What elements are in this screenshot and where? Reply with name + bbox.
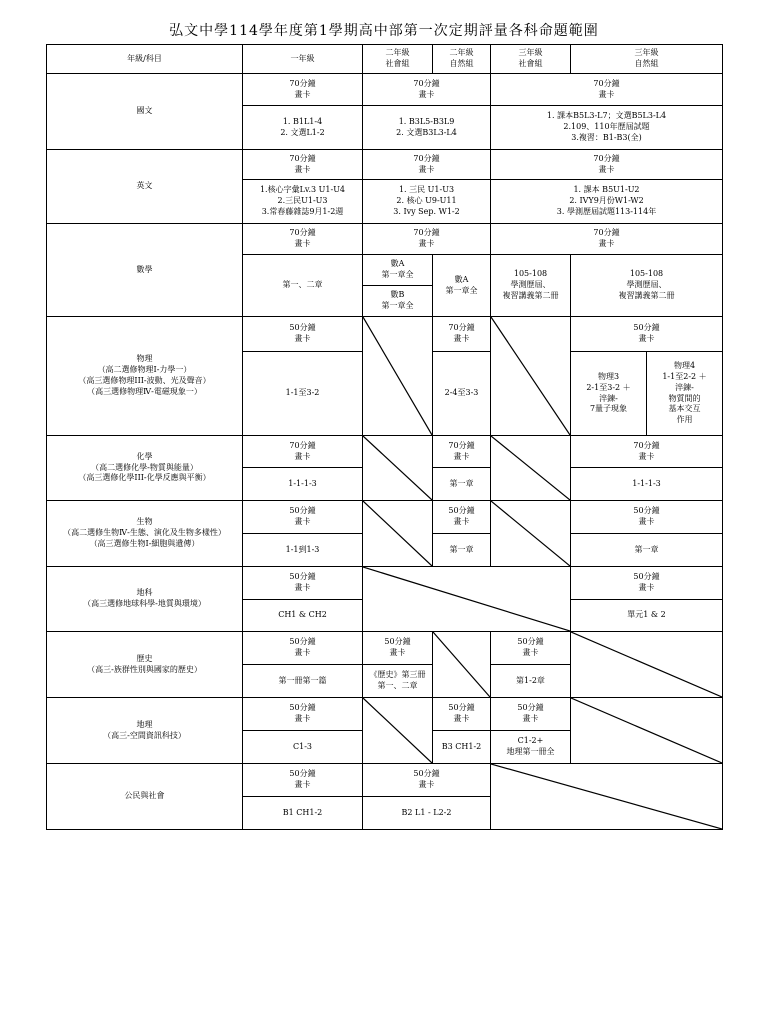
cell-line: 數A bbox=[454, 274, 469, 284]
cell-line: 第一章 bbox=[449, 544, 474, 554]
cell-line: 70分鐘 bbox=[593, 78, 620, 88]
cell-line: 畫卡 bbox=[294, 648, 311, 657]
cell-line: （高三選修物理Ⅳ-電磁現象一） bbox=[87, 386, 202, 396]
cell-line: 畫卡 bbox=[598, 89, 615, 99]
math-g3n-range bbox=[571, 255, 723, 317]
cell-line: 畫卡 bbox=[294, 239, 311, 248]
cell-line: 畫卡 bbox=[598, 239, 615, 248]
cell-line: 1. 課本B5L3-L7；文選B5L3-L4 bbox=[546, 111, 667, 121]
diagonal-line bbox=[363, 501, 432, 566]
geography-g1-range bbox=[243, 731, 363, 764]
cell-line: 學測歷屆、 bbox=[510, 280, 551, 290]
cell-line: 50分鐘 bbox=[633, 506, 660, 516]
biology-g2n-range bbox=[433, 534, 491, 567]
cell-line: 1-1-1-3 bbox=[288, 478, 317, 488]
header-grade2-social bbox=[363, 45, 433, 74]
english-g2-time bbox=[363, 150, 491, 180]
cell-line: 50分鐘 bbox=[289, 769, 316, 779]
geography-g2n-range bbox=[433, 731, 491, 764]
cell-line: 自然組 bbox=[449, 59, 474, 68]
cell-line: 作用 bbox=[676, 415, 693, 425]
english-g1-time bbox=[243, 150, 363, 180]
cell-line: 畫卡 bbox=[638, 583, 655, 592]
cell-line: 畫卡 bbox=[522, 714, 539, 723]
diagonal-line bbox=[363, 317, 432, 435]
header-row bbox=[47, 45, 723, 74]
chemistry-g3n-time bbox=[571, 436, 723, 468]
subject-biology bbox=[47, 501, 243, 567]
diagonal-line bbox=[363, 567, 570, 631]
chemistry-g2n-range bbox=[433, 468, 491, 501]
cell-line: 50分鐘 bbox=[413, 769, 440, 779]
cell-line: 社會組 bbox=[518, 59, 543, 68]
cell-line: 化學 bbox=[136, 451, 153, 461]
cell-line: 第一冊第一篇 bbox=[278, 675, 327, 685]
cell-line: 2-1至3-2 ＋ bbox=[586, 382, 631, 392]
subject-physics bbox=[47, 317, 243, 436]
history-g1-range bbox=[243, 665, 363, 698]
cell-line: 畫卡 bbox=[294, 583, 311, 592]
cell-line: 畫卡 bbox=[453, 451, 470, 461]
cell-line: 1. 課本 B5U1-U2 bbox=[573, 185, 640, 195]
cell-line: 社會組 bbox=[385, 59, 410, 68]
history-g3s-range bbox=[491, 665, 571, 698]
english-g1-range bbox=[243, 180, 363, 224]
exam-scope-table bbox=[46, 44, 723, 830]
cell-line: 畫卡 bbox=[522, 648, 539, 657]
cell-line: 畫卡 bbox=[453, 334, 470, 343]
civics-g2-range bbox=[363, 797, 491, 830]
earth-g3n-range bbox=[571, 600, 723, 632]
english-g3-range bbox=[491, 180, 723, 224]
geography-g2n-time bbox=[433, 698, 491, 731]
history-g3s-time bbox=[491, 632, 571, 665]
physics-g2n-range bbox=[433, 352, 491, 436]
physics-g2s-empty bbox=[363, 317, 433, 436]
cell-line: 二年級 bbox=[449, 48, 474, 58]
chemistry-g3s-empty bbox=[491, 436, 571, 501]
cell-line: 1. 三民 U1-U3 bbox=[398, 185, 455, 195]
cell-line: 70分鐘 bbox=[413, 153, 440, 163]
english-g3-time bbox=[491, 150, 723, 180]
physics-g1-range bbox=[243, 352, 363, 436]
header-grade3-social bbox=[491, 45, 571, 74]
cell-line: 數A bbox=[390, 259, 405, 269]
cell-line: 50分鐘 bbox=[289, 703, 316, 713]
cell-line: 50分鐘 bbox=[517, 637, 544, 647]
cell-line: 歷史 bbox=[136, 653, 153, 663]
cell-line: 1-1至3-2 bbox=[285, 388, 320, 398]
civics-g1-time bbox=[243, 764, 363, 797]
diagonal-line bbox=[491, 436, 570, 500]
cell-line: 物理 bbox=[136, 354, 153, 364]
cell-line: 畫卡 bbox=[453, 517, 470, 526]
cell-line: 畫卡 bbox=[638, 451, 655, 461]
cell-line: 淬鍊- bbox=[675, 382, 694, 392]
subject-earth-science bbox=[47, 567, 243, 632]
history-g2s-time bbox=[363, 632, 433, 665]
cell-line: 畫卡 bbox=[598, 164, 615, 174]
cell-line: 複習講義第二冊 bbox=[618, 290, 675, 300]
cell-line: 第一章 bbox=[634, 544, 659, 554]
cell-line: 1. B1L1-4 bbox=[282, 116, 323, 126]
cell-line: 2. 文選B3L3-L4 bbox=[396, 127, 457, 137]
cell-line: 2. IVY9月份W1-W2 bbox=[569, 196, 644, 206]
cell-line: 物理4 bbox=[673, 361, 696, 371]
chinese-g3-range bbox=[491, 106, 723, 150]
cell-line: 《歷史》第三冊 bbox=[369, 670, 426, 680]
chemistry-g3n-range bbox=[571, 468, 723, 501]
cell-line: 物質間的 bbox=[668, 393, 701, 403]
cell-line: 第一、二章 bbox=[377, 681, 418, 690]
geography-time-row bbox=[47, 698, 723, 731]
cell-line: 畫卡 bbox=[294, 164, 311, 174]
cell-line: C1-2+ bbox=[517, 736, 544, 746]
header-grade1: 一年級 bbox=[243, 45, 363, 74]
biology-g1-range bbox=[243, 534, 363, 567]
subject-math: 數學 bbox=[47, 224, 243, 317]
civics-g2-time bbox=[363, 764, 491, 797]
physics-time-row bbox=[47, 317, 723, 352]
physics-g3n-time bbox=[571, 317, 723, 352]
page-title: 弘文中學114學年度第1學期高中部第一次定期評量各科命題範圍 bbox=[169, 23, 599, 39]
english-g2-range bbox=[363, 180, 491, 224]
subject-history bbox=[47, 632, 243, 698]
history-g2n-empty bbox=[433, 632, 491, 698]
cell-line: 7量子現象 bbox=[589, 404, 628, 414]
chemistry-g1-range bbox=[243, 468, 363, 501]
subject-chinese: 國文 bbox=[47, 74, 243, 150]
biology-g3n-range bbox=[571, 534, 723, 567]
civics-g3-empty bbox=[491, 764, 723, 830]
diagonal-line bbox=[491, 764, 722, 829]
cell-line: 70分鐘 bbox=[593, 153, 620, 163]
math-g1-time bbox=[243, 224, 363, 255]
cell-line: 生物 bbox=[136, 517, 153, 527]
cell-line: 畫卡 bbox=[294, 334, 311, 343]
earth-g1-time bbox=[243, 567, 363, 600]
cell-line: （高三-空間資訊科技） bbox=[103, 730, 186, 740]
cell-line: 1. B3L5-B3L9 bbox=[398, 116, 455, 126]
cell-line: 50分鐘 bbox=[289, 637, 316, 647]
cell-line: （高二選修物理Ⅰ-力學一） bbox=[97, 365, 192, 375]
cell-line: 105-108 bbox=[513, 269, 548, 279]
cell-line: 畫卡 bbox=[638, 517, 655, 526]
chemistry-g1-time bbox=[243, 436, 363, 468]
physics-g3n-range-b bbox=[647, 352, 722, 435]
subject-civics: 公民與社會 bbox=[47, 764, 243, 830]
cell-line: 地理第一冊全 bbox=[506, 747, 555, 756]
cell-line: （高三選修化學III-化學反應與平衡） bbox=[78, 473, 211, 483]
header-grade2-science bbox=[433, 45, 491, 74]
cell-line: 70分鐘 bbox=[413, 78, 440, 88]
cell-line: 畫卡 bbox=[294, 517, 311, 526]
biology-g1-time bbox=[243, 501, 363, 534]
diagonal-line bbox=[363, 436, 432, 500]
cell-line: 自然組 bbox=[634, 59, 659, 68]
cell-line: 50分鐘 bbox=[448, 506, 475, 516]
geography-g2s-empty bbox=[363, 698, 433, 764]
diagonal-line bbox=[571, 632, 722, 697]
cell-line: 1.核心字彙Lv.3 U1-U4 bbox=[259, 185, 346, 195]
chinese-g3-time bbox=[491, 74, 723, 106]
cell-line: 地科 bbox=[136, 588, 153, 598]
chinese-g2-range bbox=[363, 106, 491, 150]
earth-g3n-time bbox=[571, 567, 723, 600]
history-g1-time bbox=[243, 632, 363, 665]
cell-line: 2.109、110年歷屆試題 bbox=[563, 122, 650, 132]
cell-line: B1 CH1-2 bbox=[282, 807, 323, 817]
cell-line: 70分鐘 bbox=[413, 228, 440, 238]
chinese-g1-time bbox=[243, 74, 363, 106]
geography-g3s-time bbox=[491, 698, 571, 731]
subject-english: 英文 bbox=[47, 150, 243, 224]
cell-line: 1-1到1-3 bbox=[285, 544, 320, 554]
cell-line: 物理3 bbox=[597, 371, 620, 381]
cell-line: 淬鍊- bbox=[599, 393, 618, 403]
history-time-row bbox=[47, 632, 723, 665]
cell-line: 二年級 bbox=[385, 48, 410, 58]
cell-line: 50分鐘 bbox=[633, 323, 660, 333]
cell-line: 70分鐘 bbox=[289, 440, 316, 450]
cell-line: 3. Ivy Sep. W1-2 bbox=[393, 206, 460, 216]
cell-line: 畫卡 bbox=[418, 780, 435, 789]
header-subject: 年級/科目 bbox=[47, 45, 243, 74]
cell-line: （高三選修地球科學-地質與環境） bbox=[83, 599, 206, 608]
cell-line: 第一章全 bbox=[381, 301, 414, 310]
cell-line: 畫卡 bbox=[294, 714, 311, 723]
cell-line: 畫卡 bbox=[638, 334, 655, 343]
history-g3n-empty bbox=[571, 632, 723, 698]
geography-g3n-empty bbox=[571, 698, 723, 764]
cell-line: （高二選修化學-物質與能量） bbox=[91, 462, 198, 472]
cell-line: 畫卡 bbox=[294, 780, 311, 789]
biology-g3n-time bbox=[571, 501, 723, 534]
civics-time-row bbox=[47, 764, 723, 797]
chinese-g1-range bbox=[243, 106, 363, 150]
cell-line: 第一、二章 bbox=[282, 280, 323, 290]
chinese-g2-time bbox=[363, 74, 491, 106]
english-time-row bbox=[47, 150, 723, 180]
biology-g2s-empty bbox=[363, 501, 433, 567]
cell-line: 地理 bbox=[136, 719, 153, 729]
cell-line: 第1-2章 bbox=[516, 675, 545, 685]
cell-line: 畫卡 bbox=[418, 89, 435, 99]
earth-time-row bbox=[47, 567, 723, 600]
cell-line: 70分鐘 bbox=[289, 228, 316, 238]
cell-line: 畫卡 bbox=[418, 239, 435, 248]
cell-line: 三年級 bbox=[518, 48, 543, 58]
cell-line: （高二選修生物Ⅳ-生態、演化及生物多樣性） bbox=[63, 528, 226, 538]
physics-g3n-range-a bbox=[571, 352, 647, 435]
math-g2n-a bbox=[433, 255, 491, 317]
cell-line: 50分鐘 bbox=[448, 703, 475, 713]
chemistry-time-row bbox=[47, 436, 723, 468]
cell-line: C1-3 bbox=[292, 741, 312, 751]
diagonal-line bbox=[363, 698, 432, 763]
cell-line: 複習講義第二冊 bbox=[502, 290, 559, 300]
cell-line: 畫卡 bbox=[418, 164, 435, 174]
diagonal-line bbox=[491, 501, 570, 566]
math-g2s-b bbox=[363, 286, 433, 317]
physics-g3n-range bbox=[571, 352, 723, 436]
earth-g1-range bbox=[243, 600, 363, 632]
diagonal-line bbox=[571, 698, 722, 763]
cell-line: 三年級 bbox=[634, 48, 659, 58]
cell-line: 3. 學測歷屆試題113-114年 bbox=[556, 206, 657, 216]
math-g2s-a bbox=[363, 255, 433, 286]
cell-line: 2-4至3-3 bbox=[444, 388, 479, 398]
math-g3-time bbox=[491, 224, 723, 255]
cell-line: 70分鐘 bbox=[289, 153, 316, 163]
math-g1-range bbox=[243, 255, 363, 317]
biology-g3s-empty bbox=[491, 501, 571, 567]
cell-line: 1-1至2-2 ＋ bbox=[662, 371, 707, 381]
cell-line: B3 CH1-2 bbox=[441, 741, 482, 751]
subject-chemistry bbox=[47, 436, 243, 501]
chemistry-g2n-time bbox=[433, 436, 491, 468]
biology-time-row bbox=[47, 501, 723, 534]
cell-line: 2. 核心 U9-U11 bbox=[396, 196, 457, 206]
earth-empty-span bbox=[363, 567, 571, 632]
geography-g1-time bbox=[243, 698, 363, 731]
cell-line: 70分鐘 bbox=[448, 440, 475, 450]
cell-line: 3.複習：B1-B3(全) bbox=[571, 132, 642, 142]
cell-line: 第一章全 bbox=[445, 285, 478, 295]
diagonal-line bbox=[433, 632, 490, 697]
cell-line: CH1 & CH2 bbox=[278, 610, 327, 620]
cell-line: 3.常春藤雜誌9月1-2週 bbox=[261, 206, 344, 216]
physics-g2n-time bbox=[433, 317, 491, 352]
math-time-row bbox=[47, 224, 723, 255]
civics-g1-range bbox=[243, 797, 363, 830]
cell-line: 2. 文選L1-2 bbox=[280, 127, 325, 137]
cell-line: （高三-族群性別與國家的歷史） bbox=[87, 664, 202, 674]
cell-line: B2 L1 - L2-2 bbox=[401, 807, 452, 817]
chinese-time-row bbox=[47, 74, 723, 106]
cell-line: 105-108 bbox=[629, 269, 664, 279]
cell-line: （高三選修生物Ⅰ-細胞與遺傳） bbox=[89, 538, 200, 548]
history-g2s-range bbox=[363, 665, 433, 698]
cell-line: 70分鐘 bbox=[593, 228, 620, 238]
physics-g1-time bbox=[243, 317, 363, 352]
cell-line: 50分鐘 bbox=[633, 572, 660, 582]
cell-line: 數B bbox=[390, 290, 405, 300]
cell-line: 50分鐘 bbox=[289, 506, 316, 516]
physics-g3s-empty bbox=[491, 317, 571, 436]
chemistry-g2s-empty bbox=[363, 436, 433, 501]
cell-line: 畫卡 bbox=[389, 648, 406, 657]
diagonal-line bbox=[491, 317, 570, 435]
cell-line: 第一章全 bbox=[381, 270, 414, 279]
cell-line: 1-1-1-3 bbox=[632, 478, 661, 488]
cell-line: （高三選修物理III-波動、光及聲音） bbox=[78, 376, 211, 385]
math-g3s-range bbox=[491, 255, 571, 317]
cell-line: 50分鐘 bbox=[384, 637, 411, 647]
cell-line: 畫卡 bbox=[294, 451, 311, 461]
cell-line: 50分鐘 bbox=[517, 703, 544, 713]
subject-geography bbox=[47, 698, 243, 764]
cell-line: 單元1 & 2 bbox=[627, 610, 666, 620]
biology-g2n-time bbox=[433, 501, 491, 534]
cell-line: 70分鐘 bbox=[633, 440, 660, 450]
cell-line: 70分鐘 bbox=[448, 323, 475, 333]
cell-line: 50分鐘 bbox=[289, 572, 316, 582]
cell-line: 學測歷屆、 bbox=[626, 280, 667, 290]
header-grade3-science bbox=[571, 45, 723, 74]
cell-line: 2.三民U1-U3 bbox=[277, 196, 328, 206]
cell-line: 50分鐘 bbox=[289, 323, 316, 333]
cell-line: 畫卡 bbox=[453, 714, 470, 723]
cell-line: 基本交互 bbox=[668, 404, 701, 414]
cell-line: 70分鐘 bbox=[289, 78, 316, 88]
cell-line: 畫卡 bbox=[294, 89, 311, 99]
cell-line: 第一章 bbox=[449, 478, 474, 488]
geography-g3s-range bbox=[491, 731, 571, 764]
math-g2-time bbox=[363, 224, 491, 255]
